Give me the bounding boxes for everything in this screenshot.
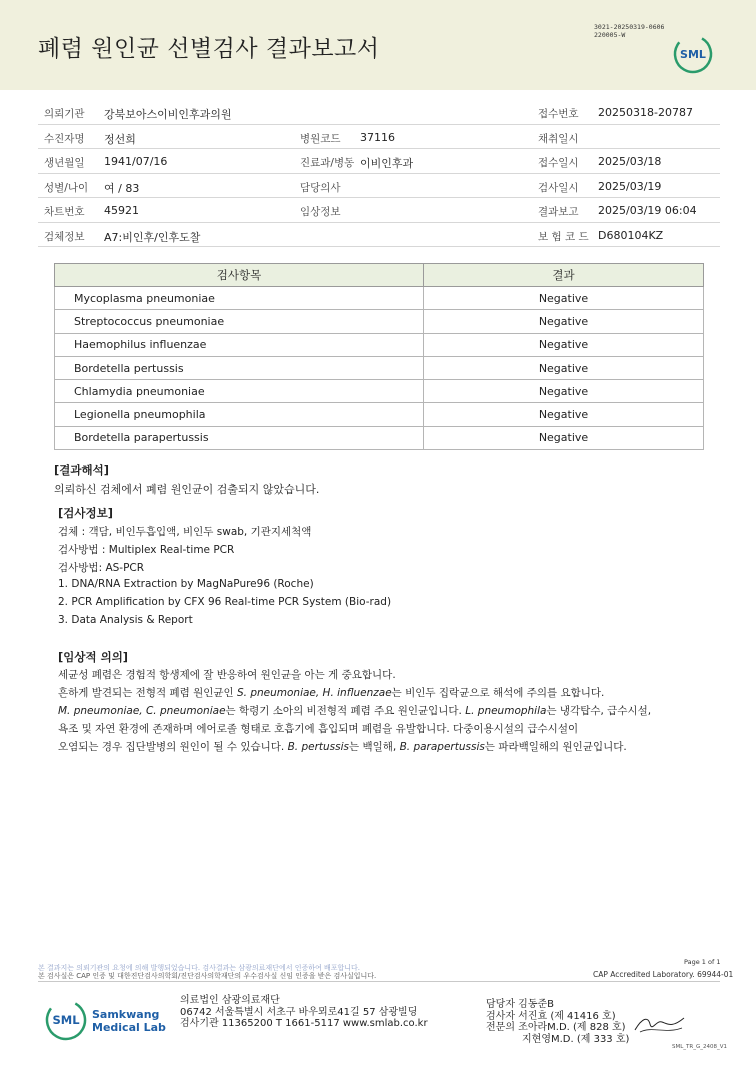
info-row [38, 149, 720, 174]
results-table [54, 263, 704, 450]
test-result: Negative [424, 426, 704, 449]
hospital-code-value: 37116 [360, 130, 395, 144]
table-row [55, 310, 704, 333]
collection-date-label: 채취일시 [538, 132, 579, 145]
footer-divider [38, 981, 720, 982]
report-date-label: 결과보고 [538, 206, 579, 218]
logo-text: SML [680, 48, 706, 61]
italic-run: B. pertussis [287, 741, 349, 753]
test-item: Bordetella pertussis [55, 356, 424, 379]
table-row [55, 403, 704, 426]
test-result: Negative [424, 403, 704, 426]
insurance-code-label: 보 험 코 드 [538, 230, 589, 243]
specimen-value: A7:비인후/인후도찰 [104, 230, 201, 244]
column-header-item: 검사항목 [55, 264, 424, 287]
staff-line: 전문의 조아라M.D. (제 828 호) [486, 1022, 626, 1033]
clinical-line: 세균성 폐렴은 경험적 항생제에 잘 반응하여 원인균을 아는 게 중요합니다. [58, 669, 396, 681]
patient-info [38, 100, 720, 247]
disclaimer-line: 본 결과지는 의뢰기관의 요청에 의해 발행되었습니다. 검사결과는 삼광의료재단에서 인증하여 배포합니다. [38, 964, 361, 972]
chart-no-value: 45921 [104, 204, 139, 217]
receipt-date-value: 2025/03/18 [598, 155, 662, 168]
test-date-label: 검사일시 [538, 181, 579, 194]
lab-contact: 검사기관 11365200 T 1661-5117 www.smlab.co.kr [180, 1018, 428, 1029]
test-item: Legionella pneumophila [55, 403, 424, 426]
table-header-row [55, 264, 704, 287]
info-row [38, 125, 720, 150]
department-label: 진료과/병동 [300, 157, 355, 169]
footer-brand [92, 1008, 166, 1034]
info-row [38, 223, 720, 248]
test-result: Negative [424, 310, 704, 333]
brand-line: Medical Lab [92, 1021, 166, 1034]
info-row [38, 100, 720, 125]
chart-no-label: 차트번호 [44, 206, 85, 218]
insurance-code-value: D680104KZ [598, 228, 664, 242]
clinical-line [58, 703, 651, 718]
test-item: Bordetella parapertussis [55, 426, 424, 449]
document-id-line: 220005-W [594, 31, 626, 39]
text-run: 는 학령기 소아의 비전형적 폐렴 주요 원인균입니다. [225, 705, 466, 717]
institution-value: 강북보아스이비인후과의원 [104, 108, 232, 121]
name-label: 수진자명 [44, 132, 85, 145]
italic-run: M. pneumoniae, C. pneumoniae [58, 705, 226, 717]
info-row [38, 174, 720, 199]
interpretation-text: 의뢰하신 검체에서 폐렴 원인균이 검출되지 않았습니다. [54, 483, 320, 496]
footer-address [180, 995, 428, 1030]
document-id-line: 3021-20250319-0606 [594, 23, 665, 31]
test-result: Negative [424, 287, 704, 310]
italic-run: S. pneumoniae, H. influenzae [236, 687, 392, 699]
foundation-name: 의료법인 삼광의료재단 [180, 995, 280, 1006]
test-date-value: 2025/03/19 [598, 179, 662, 193]
text-run: 는 냉각탑수, 급수시설, [546, 705, 652, 717]
test-info-title: [검사정보] [58, 506, 113, 520]
page-number: Page 1 of 1 [684, 958, 721, 966]
italic-run: B. parapertussis [399, 741, 485, 753]
interpretation-title: [결과해석] [54, 463, 109, 477]
test-info-line: 2. PCR Amplification by CFX 96 Real-time PCR System (Bio-rad) [58, 596, 392, 608]
test-item: Mycoplasma pneumoniae [55, 287, 424, 310]
address: 06742 서울특별시 서초구 바우뫼로41길 57 삼광빌딩 [180, 1006, 418, 1018]
test-result: Negative [424, 356, 704, 379]
page-title: 폐렴 원인균 선별검사 결과보고서 [38, 36, 380, 62]
sml-footer-logo-icon [44, 998, 88, 1042]
cap-accreditation: CAP Accredited Laboratory. 69944-01 [593, 970, 734, 979]
test-info-line: 3. Data Analysis & Report [58, 614, 193, 626]
staff-line: 검사자 서진효 (제 41416 호) [486, 1010, 616, 1022]
hospital-code-label: 병원코드 [300, 132, 341, 145]
document-id [594, 23, 664, 39]
test-item: Haemophilus influenzae [55, 333, 424, 356]
clinical-label: 임상정보 [300, 206, 341, 218]
institution-label: 의뢰기관 [44, 108, 85, 120]
form-code: SML_TR_G_2408_V1 [672, 1044, 728, 1050]
test-item: Chlamydia pneumoniae [55, 380, 424, 403]
staff-line: 담당자 김동준B [486, 999, 554, 1010]
test-info-line: 검사방법: AS-PCR [58, 562, 145, 574]
birth-label: 생년월일 [44, 157, 85, 169]
test-info-line: 검사방법 : Multiplex Real-time PCR [58, 544, 235, 556]
text-run: 는 파라백일해의 원인균입니다. [484, 741, 627, 753]
text-run: 흔하게 발견되는 전형적 폐렴 원인균인 [58, 687, 237, 699]
table-row [55, 333, 704, 356]
doctor-label: 담당의사 [300, 181, 341, 194]
footer-staff [486, 999, 629, 1045]
info-row [38, 198, 720, 223]
signature-icon [632, 1012, 688, 1038]
table-row [55, 287, 704, 310]
sml-logo-icon [672, 33, 714, 75]
logo-text: SML [52, 1013, 80, 1027]
text-run: 는 백일해, [348, 741, 400, 753]
test-result: Negative [424, 333, 704, 356]
test-result: Negative [424, 380, 704, 403]
staff-line: 지현영M.D. (제 333 호) [522, 1033, 630, 1045]
table-row [55, 426, 704, 449]
clinical-significance-title: [임상적 의의] [58, 650, 129, 664]
table-row [55, 380, 704, 403]
clinical-line [58, 685, 604, 700]
table-row [55, 356, 704, 379]
birth-value: 1941/07/16 [104, 155, 168, 168]
receipt-date-label: 접수일시 [538, 157, 579, 169]
report-date-value: 2025/03/19 06:04 [598, 204, 697, 217]
text-run: 오염되는 경우 집단발병의 원인이 될 수 있습니다. [58, 741, 288, 753]
text-run: 는 비인두 집락균으로 해석에 주의를 요합니다. [391, 687, 605, 699]
italic-run: L. pneumophila [465, 705, 547, 717]
test-info-line: 1. DNA/RNA Extraction by MagNaPure96 (Roche) [58, 578, 314, 590]
name-value: 정선희 [104, 132, 136, 146]
sex-age-value: 여 / 83 [104, 181, 140, 195]
specimen-label: 검체정보 [44, 230, 85, 243]
brand-line: Samkwang [92, 1008, 160, 1021]
report-header [0, 0, 756, 90]
test-info-line: 검체 : 객담, 비인두흡입액, 비인두 swab, 기관지세척액 [58, 526, 312, 538]
test-item: Streptococcus pneumoniae [55, 310, 424, 333]
receipt-no-label: 접수번호 [538, 108, 579, 120]
department-value: 이비인후과 [360, 157, 414, 170]
clinical-line [58, 739, 627, 754]
clinical-line: 욕조 및 자연 환경에 존재하며 에어로졸 형태로 호흡기에 흡입되며 폐렴을 유발합니다. 다중이용시설의 급수시설이 [58, 723, 579, 735]
disclaimer-line: 본 검사실은 CAP 인증 및 대한진단검사의학회/진단검사의학재단의 우수검사실 신임 인증을 받은 검사실입니다. [38, 972, 377, 980]
disclaimer [38, 964, 376, 980]
receipt-no-value: 20250318-20787 [598, 106, 693, 119]
sex-age-label: 성별/나이 [44, 181, 89, 194]
column-header-result: 결과 [424, 264, 704, 287]
